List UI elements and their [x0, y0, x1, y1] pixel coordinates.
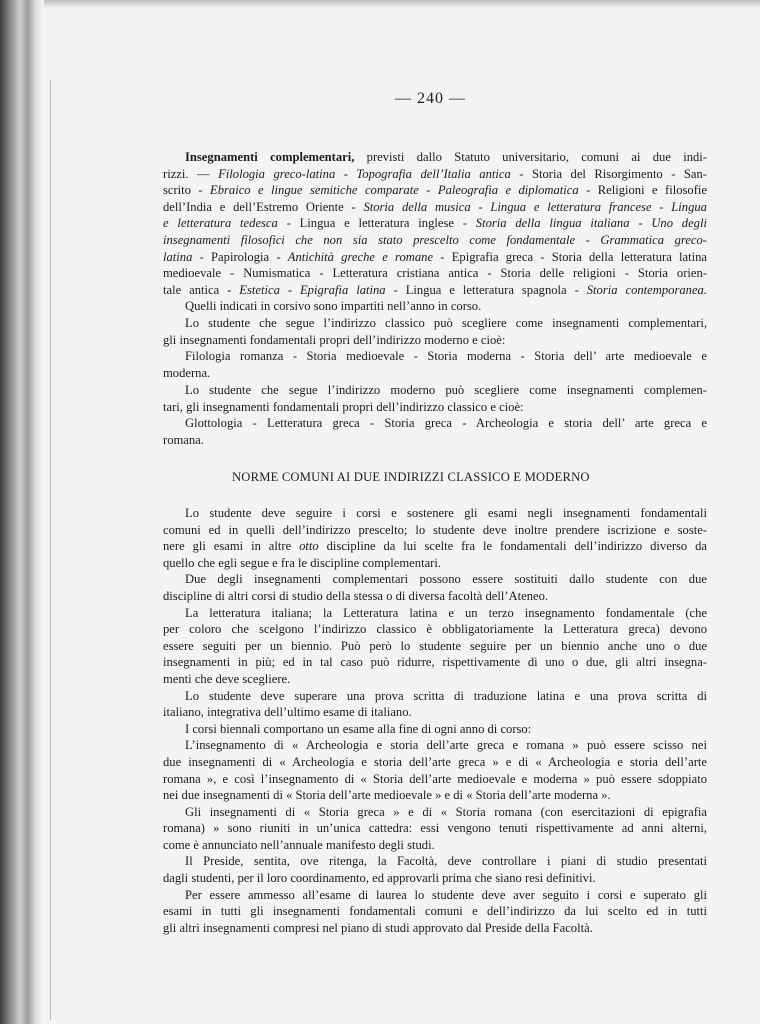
text-line [163, 199, 707, 216]
text-segment: come è annunciato nell’annuale manifesto degli studi. [163, 837, 435, 852]
text-line [163, 638, 707, 655]
text-segment: dell’India e dell’Estremo Oriente - [163, 199, 364, 214]
scan-top-edge [0, 0, 760, 8]
text-segment: Gli insegnamenti di « Storia greca » e di « Storia romana (con esercitazioni di epigrafia [185, 804, 707, 819]
text-line [163, 920, 707, 937]
text-line [163, 232, 707, 249]
italic-text: Grammatica greco- [600, 232, 707, 247]
text-segment: moderna. [163, 365, 211, 380]
italic-text: Storia contemporanea. [586, 282, 707, 297]
text-segment: medioevale - Numismatica - Letteratura cristiana antica - Storia delle religioni - Storia orien- [163, 266, 707, 281]
text-line [163, 887, 707, 904]
text-segment: tale antica - [163, 282, 240, 297]
text-segment: - [629, 216, 652, 231]
text-line [163, 215, 707, 232]
text-segment: Il Preside, sentita, ove ritenga, la Facoltà, deve controllare i piani di studio presentati [185, 854, 707, 869]
text-segment: - [651, 199, 672, 214]
text-line [163, 265, 707, 282]
text-line [163, 505, 707, 522]
modern-track-paragraph [163, 382, 707, 448]
italic-text: Topografia dell’Italia antica [356, 166, 511, 181]
text-segment: - [279, 282, 300, 297]
text-segment: essere seguiti per un biennio. Può però lo studente seguire per un biennio anche uno o due [163, 638, 707, 653]
italic-text: insegnamenti filosofici che non sia stato prescelto come fondamentale [163, 232, 576, 247]
text-segment: romana », e così l’insegnamento di « Storia dell’arte medioevale e moderna » può essere sdoppiato [163, 771, 707, 786]
text-segment: - Papirologia - [192, 249, 288, 264]
bold-text: Insegnamenti complementari, [185, 150, 355, 164]
text-line [163, 721, 707, 738]
text-segment: Filologia romanza - Storia medioevale - Storia moderna - Storia dell’ arte medioevale e [185, 349, 707, 364]
text-segment: Glottologia - Letteratura greca - Storia greca - Archeologia e storia dell’ arte greca e [185, 416, 707, 431]
text-segment: Per essere ammesso all’esame di laurea lo studente deve aver seguito i corsi e superato gli [185, 887, 707, 902]
text-segment: italiano, integrativa dell’ultimo esame di italiano. [163, 705, 412, 720]
text-line [163, 249, 707, 266]
common-rules-section [163, 505, 707, 936]
text-line [163, 737, 707, 754]
text-segment: Lo studente che segue l’indirizzo moderno può scegliere come insegnamenti complemen- [185, 383, 707, 397]
text-segment: - Epigrafia greca - Storia della letteratura latina [433, 249, 707, 264]
text-segment: nere gli esami in altre [163, 539, 300, 554]
text-segment: menti che deve scegliere. [163, 671, 291, 686]
text-segment: - [335, 166, 357, 181]
text-line [163, 415, 707, 432]
page-number: — 240 — [395, 90, 466, 107]
text-segment: tari, gli insegnamenti fondamentali propri dell’indirizzo classico e cioè: [163, 399, 524, 414]
italic-text: Antichità greche e romane [287, 249, 434, 264]
text-line [163, 621, 707, 638]
text-line [163, 365, 707, 382]
text-line [163, 166, 707, 183]
text-segment: Lo studente deve seguire i corsi e sostenere gli esami negli insegnamenti fondamentali [185, 506, 707, 520]
text-segment: romana. [163, 432, 204, 447]
italic-text: Estetica [239, 282, 280, 297]
text-line [163, 182, 707, 199]
text-segment: Quelli indicati in corsivo sono impartiti nell’anno in corso. [185, 299, 482, 314]
text-segment: esami in tutti gli insegnamenti fondamentali comuni e dell’indirizzo da lui scelto ed in tutti [163, 904, 707, 919]
text-segment: dagli studenti, per il loro coordinamento, ed approvarli prima che siano resi definitivi. [163, 871, 596, 886]
text-segment: romana) » sono riuniti in un’unica cattedra: essi vengono tenuti rispettivamente ad anni alterni, [163, 821, 707, 836]
text-line [163, 432, 707, 449]
text-segment: L’insegnamento di « Archeologia e storia dell’arte greca e romana » può essere scisso nei [185, 738, 707, 753]
scan-artifact-line [50, 80, 51, 1020]
complementary-courses-section [163, 149, 707, 381]
text-segment: comuni ed in quelli dell’indirizzo prescelto; lo studente deve inoltre prendere iscrizione e soste- [163, 522, 707, 537]
text-segment: nei due insegnamenti di « Storia dell’arte medioevale » e di « Storia dell’arte moderna ». [163, 788, 611, 803]
text-segment: discipline da lui scelte fra le fondamentali dell’indirizzo diverso da [318, 539, 707, 554]
text-segment: Lo studente deve superare una prova scritta di traduzione latina e una prova scritta di [185, 688, 707, 703]
text-line [163, 837, 707, 854]
text-segment: Lo studente che segue l’indirizzo classico può scegliere come insegnamenti complementari, [185, 315, 707, 330]
italic-text: e letteratura tedesca [163, 216, 278, 231]
text-line [163, 771, 707, 788]
text-segment: - [470, 199, 491, 214]
text-line [163, 671, 707, 688]
text-segment: - Storia del Risorgimento - San- [510, 166, 707, 181]
text-line [163, 804, 707, 821]
text-line [163, 754, 707, 771]
text-line [163, 787, 707, 804]
text-segment: scrito - [163, 183, 211, 198]
text-segment: - [575, 232, 601, 247]
text-segment: I corsi biennali comportano un esame alla fine di ogni anno di corso: [185, 721, 532, 736]
text-segment: previsti dallo Statuto universitario, comuni ai due indi- [354, 150, 707, 164]
text-segment: gli altri insegnamenti compresi nel piano di studi approvato dal Preside della Facoltà. [163, 920, 593, 935]
scan-binding-edge [0, 0, 44, 1024]
text-line [163, 870, 707, 887]
italic-text: Uno degli [651, 216, 707, 231]
text-segment: rizzi. — [163, 166, 219, 181]
text-line [163, 588, 707, 605]
italic-text: Storia della lingua italiana [475, 216, 630, 231]
text-line [163, 555, 707, 572]
section-heading: NORME COMUNI AI DUE INDIRIZZI CLASSICO E MODERNO [232, 470, 590, 484]
text-line [163, 522, 707, 539]
text-line [163, 704, 707, 721]
text-segment: quello che egli segue e fra le discipline complementari. [163, 555, 442, 570]
text-line [163, 399, 707, 416]
text-segment: insegnamenti in più; ed in tal caso può ridurre, rispettivamente di uno o due, gli altri insegna- [163, 655, 707, 670]
italic-text: Lingua e letteratura francese [490, 199, 652, 214]
italic-text: Lingua [671, 199, 707, 214]
text-segment: - [418, 183, 438, 198]
text-segment: per coloro che scelgono l’indirizzo classico è obbligatoriamente la Letteratura greca) devono [163, 622, 707, 637]
text-line [163, 538, 707, 555]
text-segment: gli insegnamenti fondamentali propri dell’indirizzo moderno e cioè: [163, 332, 506, 347]
text-line [163, 853, 707, 870]
italic-text: Storia della musica [363, 199, 471, 214]
italic-text: Ebraico e lingue semitiche comparate [210, 183, 419, 198]
italic-text: Paleografia e diplomatica [437, 183, 579, 198]
italic-text: latina [163, 249, 193, 264]
text-segment: - Religioni e filosofie [578, 183, 707, 198]
text-line [163, 382, 707, 399]
text-segment: La letteratura italiana; la Letteratura latina e un terzo insegnamento fondamentale (che [185, 605, 707, 620]
italic-text: otto [299, 539, 319, 554]
text-line [163, 282, 707, 299]
text-line [163, 688, 707, 705]
text-line [163, 348, 707, 365]
text-line [163, 298, 707, 315]
italic-text: Filologia greco-latina [218, 166, 336, 181]
text-segment: due insegnamenti di « Archeologia e storia dell’arte greca » e di « Archeologia e storia dell’arte [163, 754, 707, 769]
text-line [163, 332, 707, 349]
text-segment: Due degli insegnamenti complementari possono essere sostituiti dallo studente con due [185, 572, 707, 587]
text-line [163, 571, 707, 588]
text-segment: - Lingua e letteratura inglese - [277, 216, 476, 231]
text-line [163, 820, 707, 837]
text-line [163, 605, 707, 622]
italic-text: Epigrafia latina [299, 282, 386, 297]
text-segment: discipline di altri corsi di studio della stessa o di diversa facoltà dell’Ateneo. [163, 588, 549, 603]
text-line [163, 315, 707, 332]
text-line [163, 149, 707, 166]
text-segment: - Lingua e letteratura spagnola - [385, 282, 587, 297]
text-line [163, 654, 707, 671]
text-line [163, 903, 707, 920]
